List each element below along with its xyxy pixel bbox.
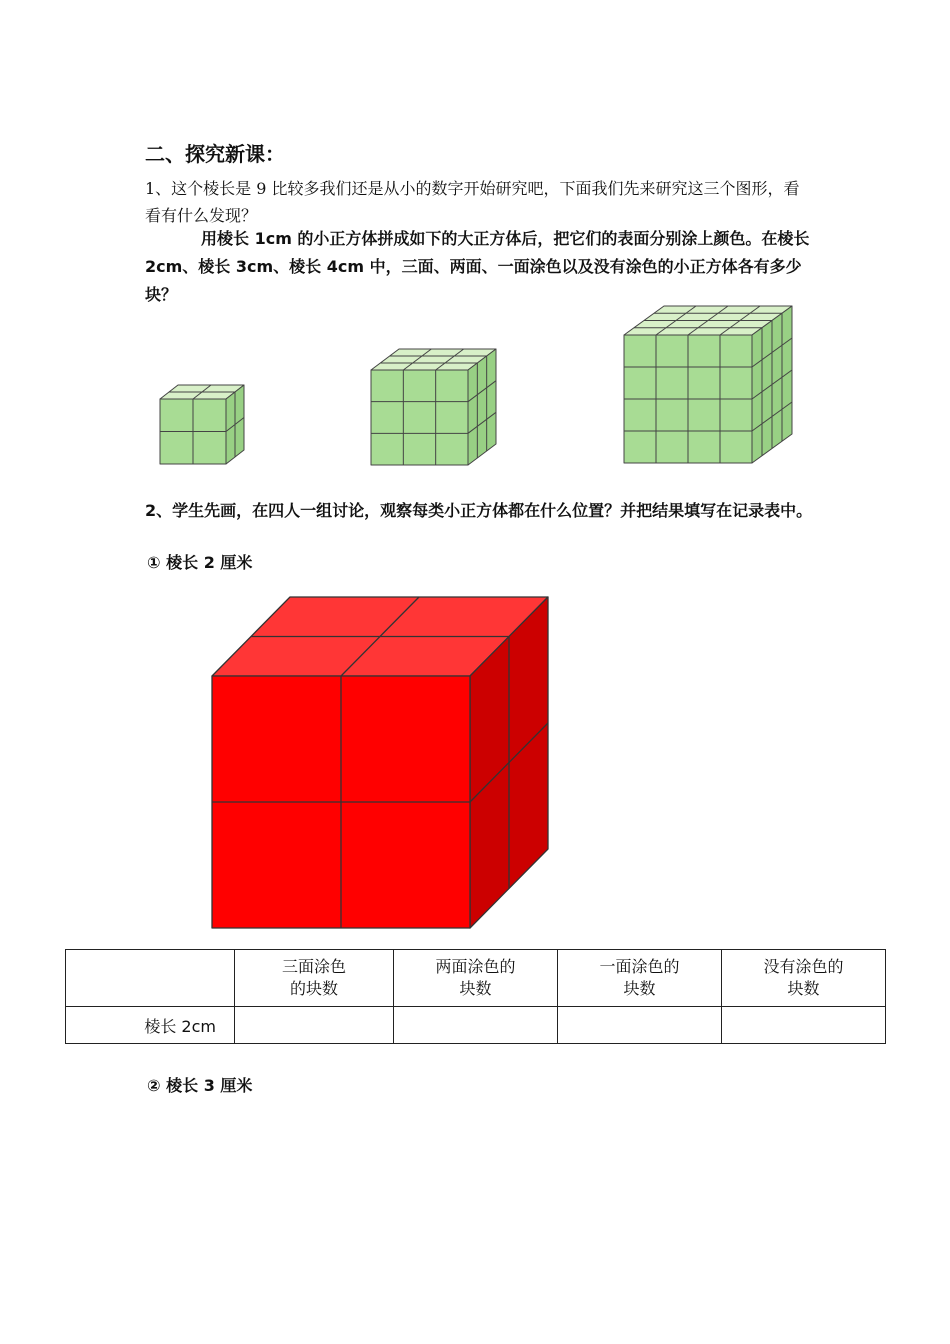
cube-top-face (212, 597, 548, 676)
record-table (65, 949, 886, 1044)
grid-line (226, 418, 244, 432)
subsection-2-title: ② 棱长 3 厘米 (147, 1076, 253, 1095)
subsection-1-title: ① 棱长 2 厘米 (147, 553, 253, 572)
cube-top-face (624, 306, 792, 335)
header-line: 一面涂色的 (599, 957, 680, 976)
red-cube-edge-2 (212, 597, 548, 928)
answer-cell-one-face[interactable] (558, 1007, 722, 1044)
section-title: 二、探究新课： (145, 142, 285, 166)
cube-front-face (160, 399, 226, 464)
green-cubes (160, 306, 792, 465)
table-header-three-faces (235, 950, 394, 1007)
grid-line (468, 381, 496, 402)
grid-line (436, 349, 464, 370)
answer-cell-no-face[interactable] (722, 1007, 886, 1044)
row-label: 棱长 2cm (66, 1007, 235, 1044)
item2-paragraph: 2、学生先画，在四人一组讨论，观察每类小正方体都在什么位置？并把结果填写在记录表中。 (145, 501, 813, 520)
table-header-no-face (722, 950, 886, 1007)
header-line: 块数 (459, 979, 492, 998)
grid-line (752, 402, 792, 431)
grid-line (470, 723, 548, 802)
problem-paragraph (145, 225, 815, 309)
cube-side-face (226, 385, 244, 464)
grid-line (403, 349, 431, 370)
grid-line (193, 385, 211, 399)
answer-cell-three-faces[interactable] (235, 1007, 394, 1044)
table-header-empty (66, 950, 235, 1007)
header-line: 的块数 (289, 979, 338, 998)
problem-text: 用棱长 1cm 的小正方体拼成如下的大正方体后，把它们的表面分别涂上颜色。在棱长 2cm、棱长 3cm、棱长 4cm 中，三面、两面、一面涂色以及没有涂色的小正方体各有多少块？ (145, 229, 810, 304)
cube-side-face (468, 349, 496, 465)
cube-front-face (371, 370, 468, 465)
grid-line (688, 306, 728, 335)
header-line: 没有涂色的 (763, 957, 844, 976)
table-header-one-face (558, 950, 722, 1007)
cube-top-face (371, 349, 496, 370)
answer-cell-two-faces[interactable] (394, 1007, 558, 1044)
cube-side-face (752, 306, 792, 463)
table-header-two-faces (394, 950, 558, 1007)
item1-paragraph: 1、这个棱长是 9 比较多我们还是从小的数字开始研究吧，下面我们先来研究这三个图形，看看有什么发现？ (145, 179, 800, 225)
grid-line (720, 306, 760, 335)
header-line: 三面涂色 (281, 957, 346, 976)
header-line: 两面涂色的 (435, 957, 516, 976)
cube-side-face (470, 597, 548, 928)
grid-line (468, 412, 496, 433)
cube-top-face (160, 385, 244, 399)
header-line: 块数 (787, 979, 820, 998)
grid-line (341, 597, 419, 676)
table-header-row (66, 950, 886, 1007)
cube-front-face (624, 335, 752, 463)
grid-line (752, 338, 792, 367)
cube-front-face (212, 676, 470, 928)
grid-line (656, 306, 696, 335)
header-line: 块数 (623, 979, 656, 998)
table-row (66, 1007, 886, 1044)
grid-line (752, 370, 792, 399)
